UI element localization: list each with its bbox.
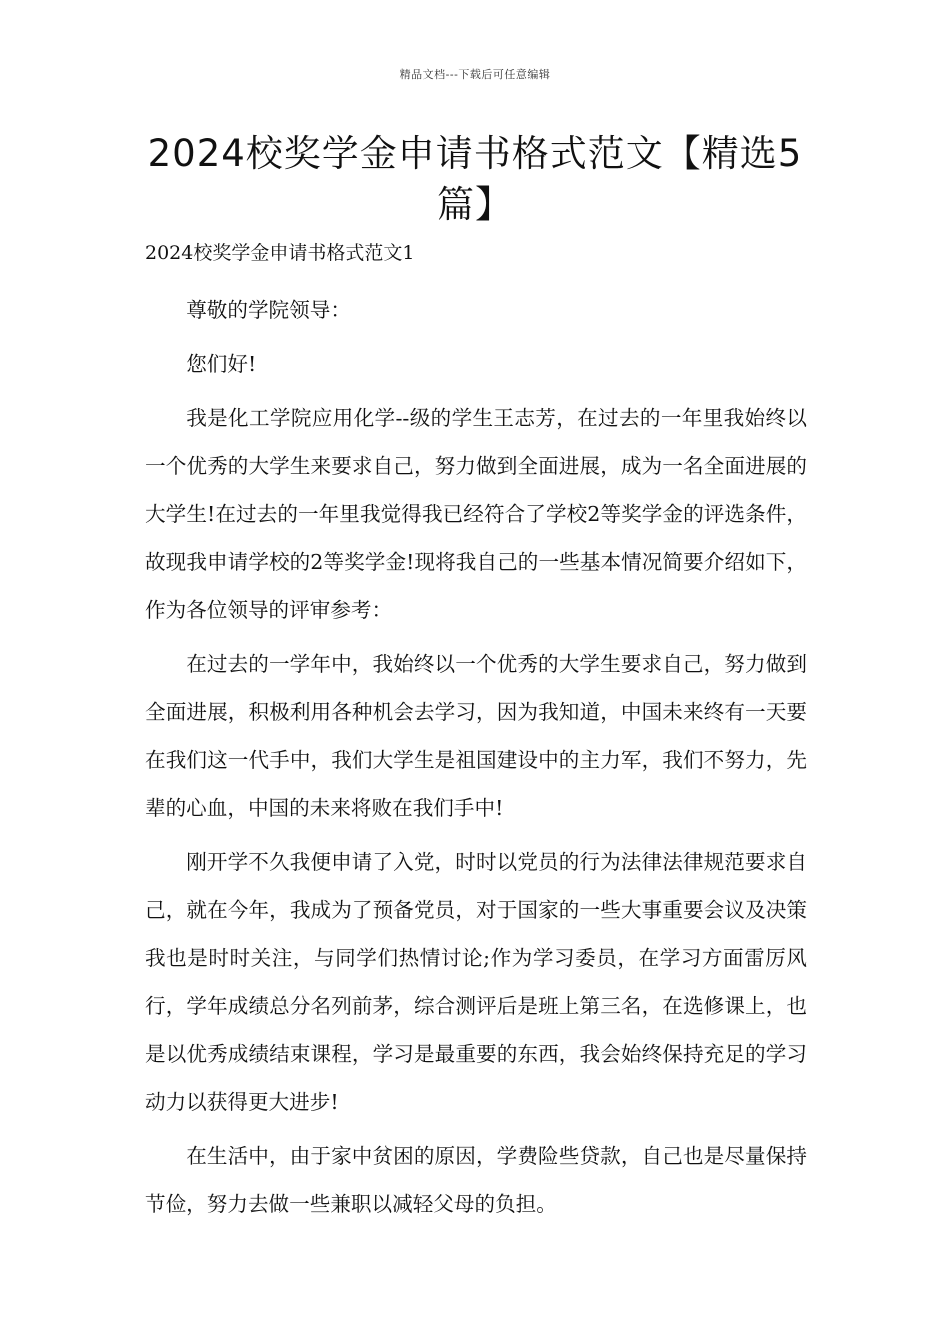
section-heading: 2024校奖学金申请书格式范文1 — [145, 242, 415, 264]
header-note: 精品文档---下载后可任意编辑 — [399, 68, 551, 81]
body-paragraph: 我是化工学院应用化学--级的学生王志芳，在过去的一年里我始终以一个优秀的大学生来要求自己，努力做到全面进展，成为一名全面进展的大学生!在过去的一年里我觉得我已经符合了学校2等奖学金的评选条件，故现我申请学校的2等奖学金!现将我自己的一些基本情况简要介绍如下，作为各位领导的评审参考： — [145, 406, 807, 622]
body-paragraph: 在生活中，由于家中贫困的原因，学费险些贷款，自己也是尽量保持节俭，努力去做一些兼职以减轻父母的负担。 — [145, 1144, 807, 1216]
document-body — [145, 286, 807, 1234]
greeting: 您们好! — [186, 352, 257, 376]
salutation: 尊敬的学院领导： — [186, 298, 351, 322]
body-paragraph: 在过去的一学年中，我始终以一个优秀的大学生要求自己，努力做到全面进展，积极利用各种机会去学习，因为我知道，中国未来终有一天要在我们这一代手中，我们大学生是祖国建设中的主力军，我们不努力，先辈的心血，中国的未来将败在我们手中! — [145, 652, 807, 820]
body-paragraph: 刚开学不久我便申请了入党，时时以党员的行为法律法律规范要求自己，就在今年，我成为了预备党员，对于国家的一些大事重要会议及决策我也是时时关注，与同学们热情讨论;作为学习委员，在学习方面雷厉风行，学年成绩总分名列前茅，综合测评后是班上第三名，在选修课上，也是以优秀成绩结束课程，学习是最重要的东西，我会始终保持充足的学习动力以获得更大进步! — [145, 850, 807, 1114]
document-title: 2024校奖学金申请书格式范文【精选5篇】 — [147, 132, 803, 226]
